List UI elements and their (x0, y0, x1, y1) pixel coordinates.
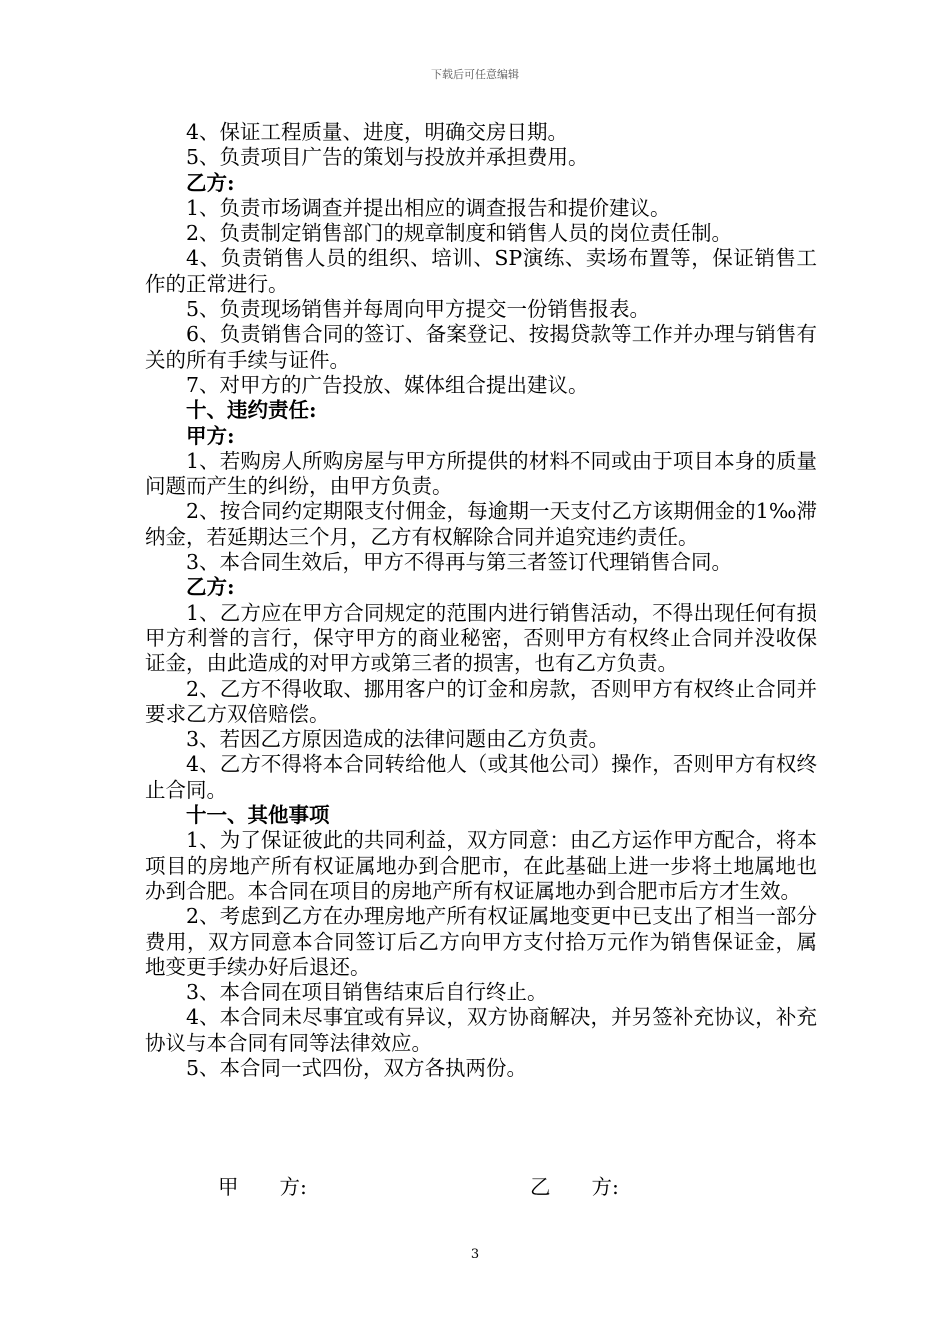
paragraph: 7、对甲方的广告投放、媒体组合提出建议。 (186, 372, 589, 397)
paragraph: 4、负责销售人员的组织、培训、SP演练、卖场布置等，保证销售工作的正常进行。 (145, 246, 817, 296)
section-heading: 乙方: (186, 575, 235, 600)
party-b-signature-label: 乙 方: (530, 1175, 619, 1199)
paragraph: 6、负责销售合同的签订、备案登记、按揭贷款等工作并办理与销售有关的所有手续与证件。 (145, 322, 817, 372)
section-heading: 甲方: (186, 423, 235, 448)
paragraph: 2、乙方不得收取、挪用客户的订金和房款，否则甲方有权终止合同并要求乙方双倍赔偿。 (145, 676, 817, 726)
paragraph: 3、本合同在项目销售结束后自行终止。 (186, 980, 548, 1005)
paragraph: 2、考虑到乙方在办理房地产所有权证属地变更中已支出了相当一部分费用，双方同意本合同签订后乙方向甲方支付拾万元作为销售保证金，属地变更手续办好后退还。 (145, 904, 817, 979)
paragraph: 4、保证工程质量、进度，明确交房日期。 (186, 120, 569, 144)
paragraph: 3、本合同生效后，甲方不得再与第三者签订代理销售合同。 (186, 550, 733, 575)
section-heading: 乙方: (186, 170, 235, 195)
paragraph: 2、负责制定销售部门的规章制度和销售人员的岗位责任制。 (186, 221, 733, 246)
paragraph: 1、为了保证彼此的共同利益，双方同意：由乙方运作甲方配合，将本项目的房地产所有权证属地办到合肥市，在此基础上进一步将土地属地也办到合肥。本合同在项目的房地产所有权证属地办到合肥市后方才生效。 (145, 828, 817, 903)
section-heading: 十一、其他事项 (186, 803, 330, 828)
paragraph: 5、负责现场销售并每周向甲方提交一份销售报表。 (186, 297, 651, 322)
paragraph: 1、负责市场调查并提出相应的调查报告和提价建议。 (186, 195, 671, 220)
paragraph: 1、若购房人所购房屋与甲方所提供的材料不同或由于项目本身的质量问题而产生的纠纷，由甲方负责。 (145, 448, 817, 499)
section-heading: 十、违约责任: (186, 398, 317, 423)
paragraph: 4、乙方不得将本合同转给他人（或其他公司）操作，否则甲方有权终止合同。 (145, 752, 817, 802)
page-header: 下载后可任意编辑 (431, 68, 519, 81)
document-body (145, 120, 817, 1081)
paragraph: 1、乙方应在甲方合同规定的范围内进行销售活动，不得出现任何有损甲方利誉的言行，保守甲方的商业秘密，否则甲方有权终止合同并没收保证金，由此造成的对甲方或第三者的损害，也有乙方负责。 (145, 600, 817, 676)
page-number: 3 (470, 1247, 480, 1262)
paragraph: 2、按合同约定期限支付佣金，每逾期一天支付乙方该期佣金的1‰滞纳金，若延期达三个月，乙方有权解除合同并追究违约责任。 (145, 499, 817, 549)
paragraph: 3、若因乙方原因造成的法律问题由乙方负责。 (186, 727, 610, 752)
paragraph: 4、本合同未尽事宜或有异议，双方协商解决，并另签补充协议，补充协议与本合同有同等法律效应。 (145, 1005, 817, 1055)
paragraph: 5、负责项目广告的策划与投放并承担费用。 (186, 145, 589, 170)
party-a-signature-label: 甲 方: (218, 1175, 307, 1199)
paragraph: 5、本合同一式四份，双方各执两份。 (186, 1055, 528, 1080)
